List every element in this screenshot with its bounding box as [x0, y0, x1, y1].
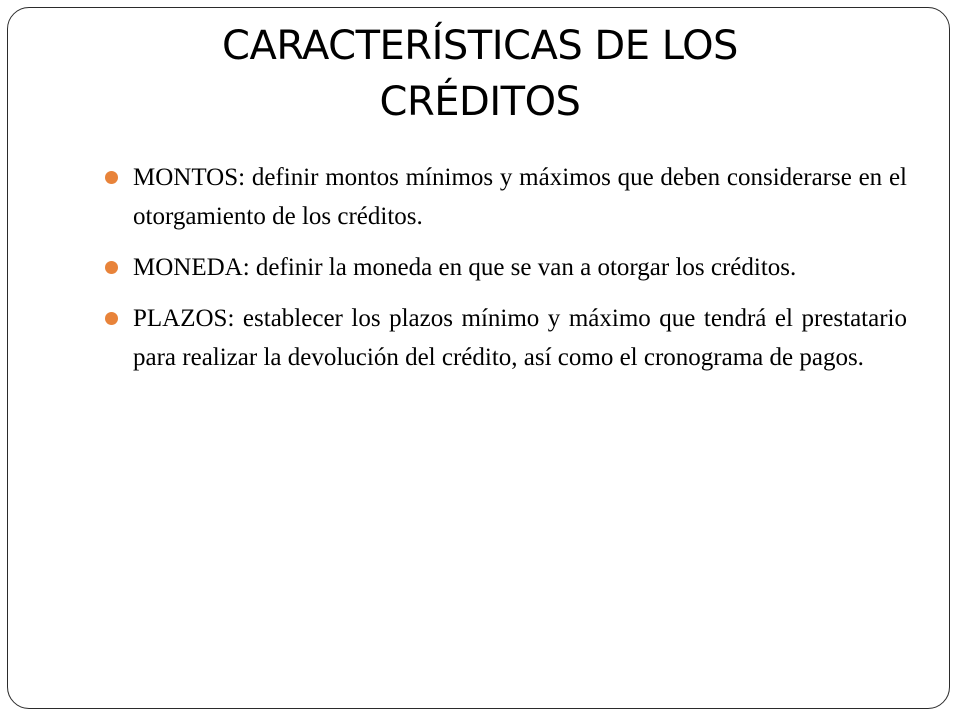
bullet-term: PLAZOS:: [133, 305, 235, 332]
bullet-text: definir la moneda en que se van a otorgar los créditos.: [249, 254, 797, 281]
slide-title-line-1: CARACTERÍSTICAS DE LOS: [222, 23, 738, 69]
bullet-item-plazos: [105, 299, 907, 377]
bullet-text: establecer los plazos mínimo y máximo que tendrá el prestatario para realizar la devolución del crédito, así como el cronograma de pagos.: [133, 305, 907, 371]
bullet-term: MONEDA:: [133, 254, 250, 281]
bullet-dot-icon: [105, 171, 118, 184]
bullet-list: [105, 158, 907, 389]
bullet-dot-icon: [105, 312, 118, 325]
bullet-item-montos: [105, 158, 907, 236]
bullet-item-moneda: [105, 248, 907, 287]
slide-title-line-2: CRÉDITOS: [379, 79, 581, 125]
slide-title: [140, 18, 820, 130]
bullet-text: definir montos mínimos y máximos que deben considerarse en el otorgamiento de los créditos.: [133, 164, 907, 230]
bullet-term: MONTOS:: [133, 164, 246, 191]
bullet-dot-icon: [105, 261, 118, 274]
